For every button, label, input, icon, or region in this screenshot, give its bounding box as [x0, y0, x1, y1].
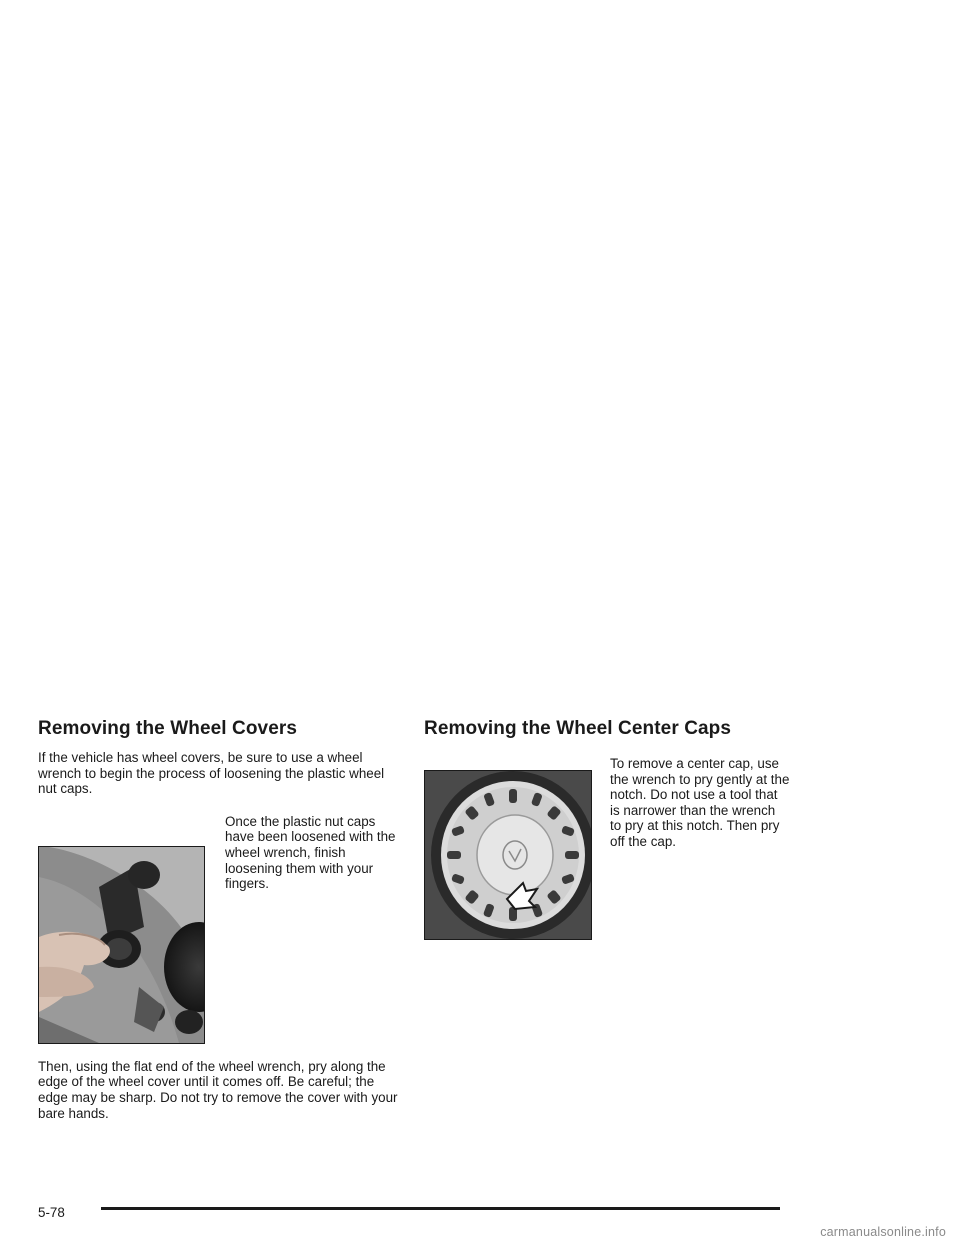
footer-rule [101, 1207, 780, 1210]
paragraph-pry-cover: Then, using the flat end of the wheel wrench, pry along the edge of the wheel cover until it comes off. Be careful; the edge may be sharp. Do not try to remove the cover with your bare hands. [38, 1058, 398, 1121]
section-wheel-covers [38, 716, 400, 1121]
section-wheel-center-caps [424, 716, 790, 976]
paragraph-remove-center-cap: To remove a center cap, use the wrench to pry gently at the notch. Do not use a tool that is narrower than the wrench to pry at this notch. Then pry off the cap. [610, 756, 790, 849]
photo-wheel-center-cap-notch [424, 770, 592, 940]
page-number: 5-78 [38, 1205, 65, 1220]
photo-hand-loosening-nut-caps [38, 846, 205, 1044]
photo-text-row [424, 756, 790, 976]
heading-removing-wheel-covers: Removing the Wheel Covers [38, 718, 298, 739]
photo-text-row [38, 814, 400, 1042]
paragraph-finish-loosening: Once the plastic nut caps have been loosened with the wheel wrench, finish loosening them with your fingers. [225, 813, 396, 892]
paragraph-intro: If the vehicle has wheel covers, be sure to use a wheel wrench to begin the process of loosening the plastic wheel nut caps. [38, 750, 385, 797]
watermark-text: carmanualsonline.info [820, 1225, 946, 1239]
heading-removing-center-caps: Removing the Wheel Center Caps [424, 718, 732, 739]
